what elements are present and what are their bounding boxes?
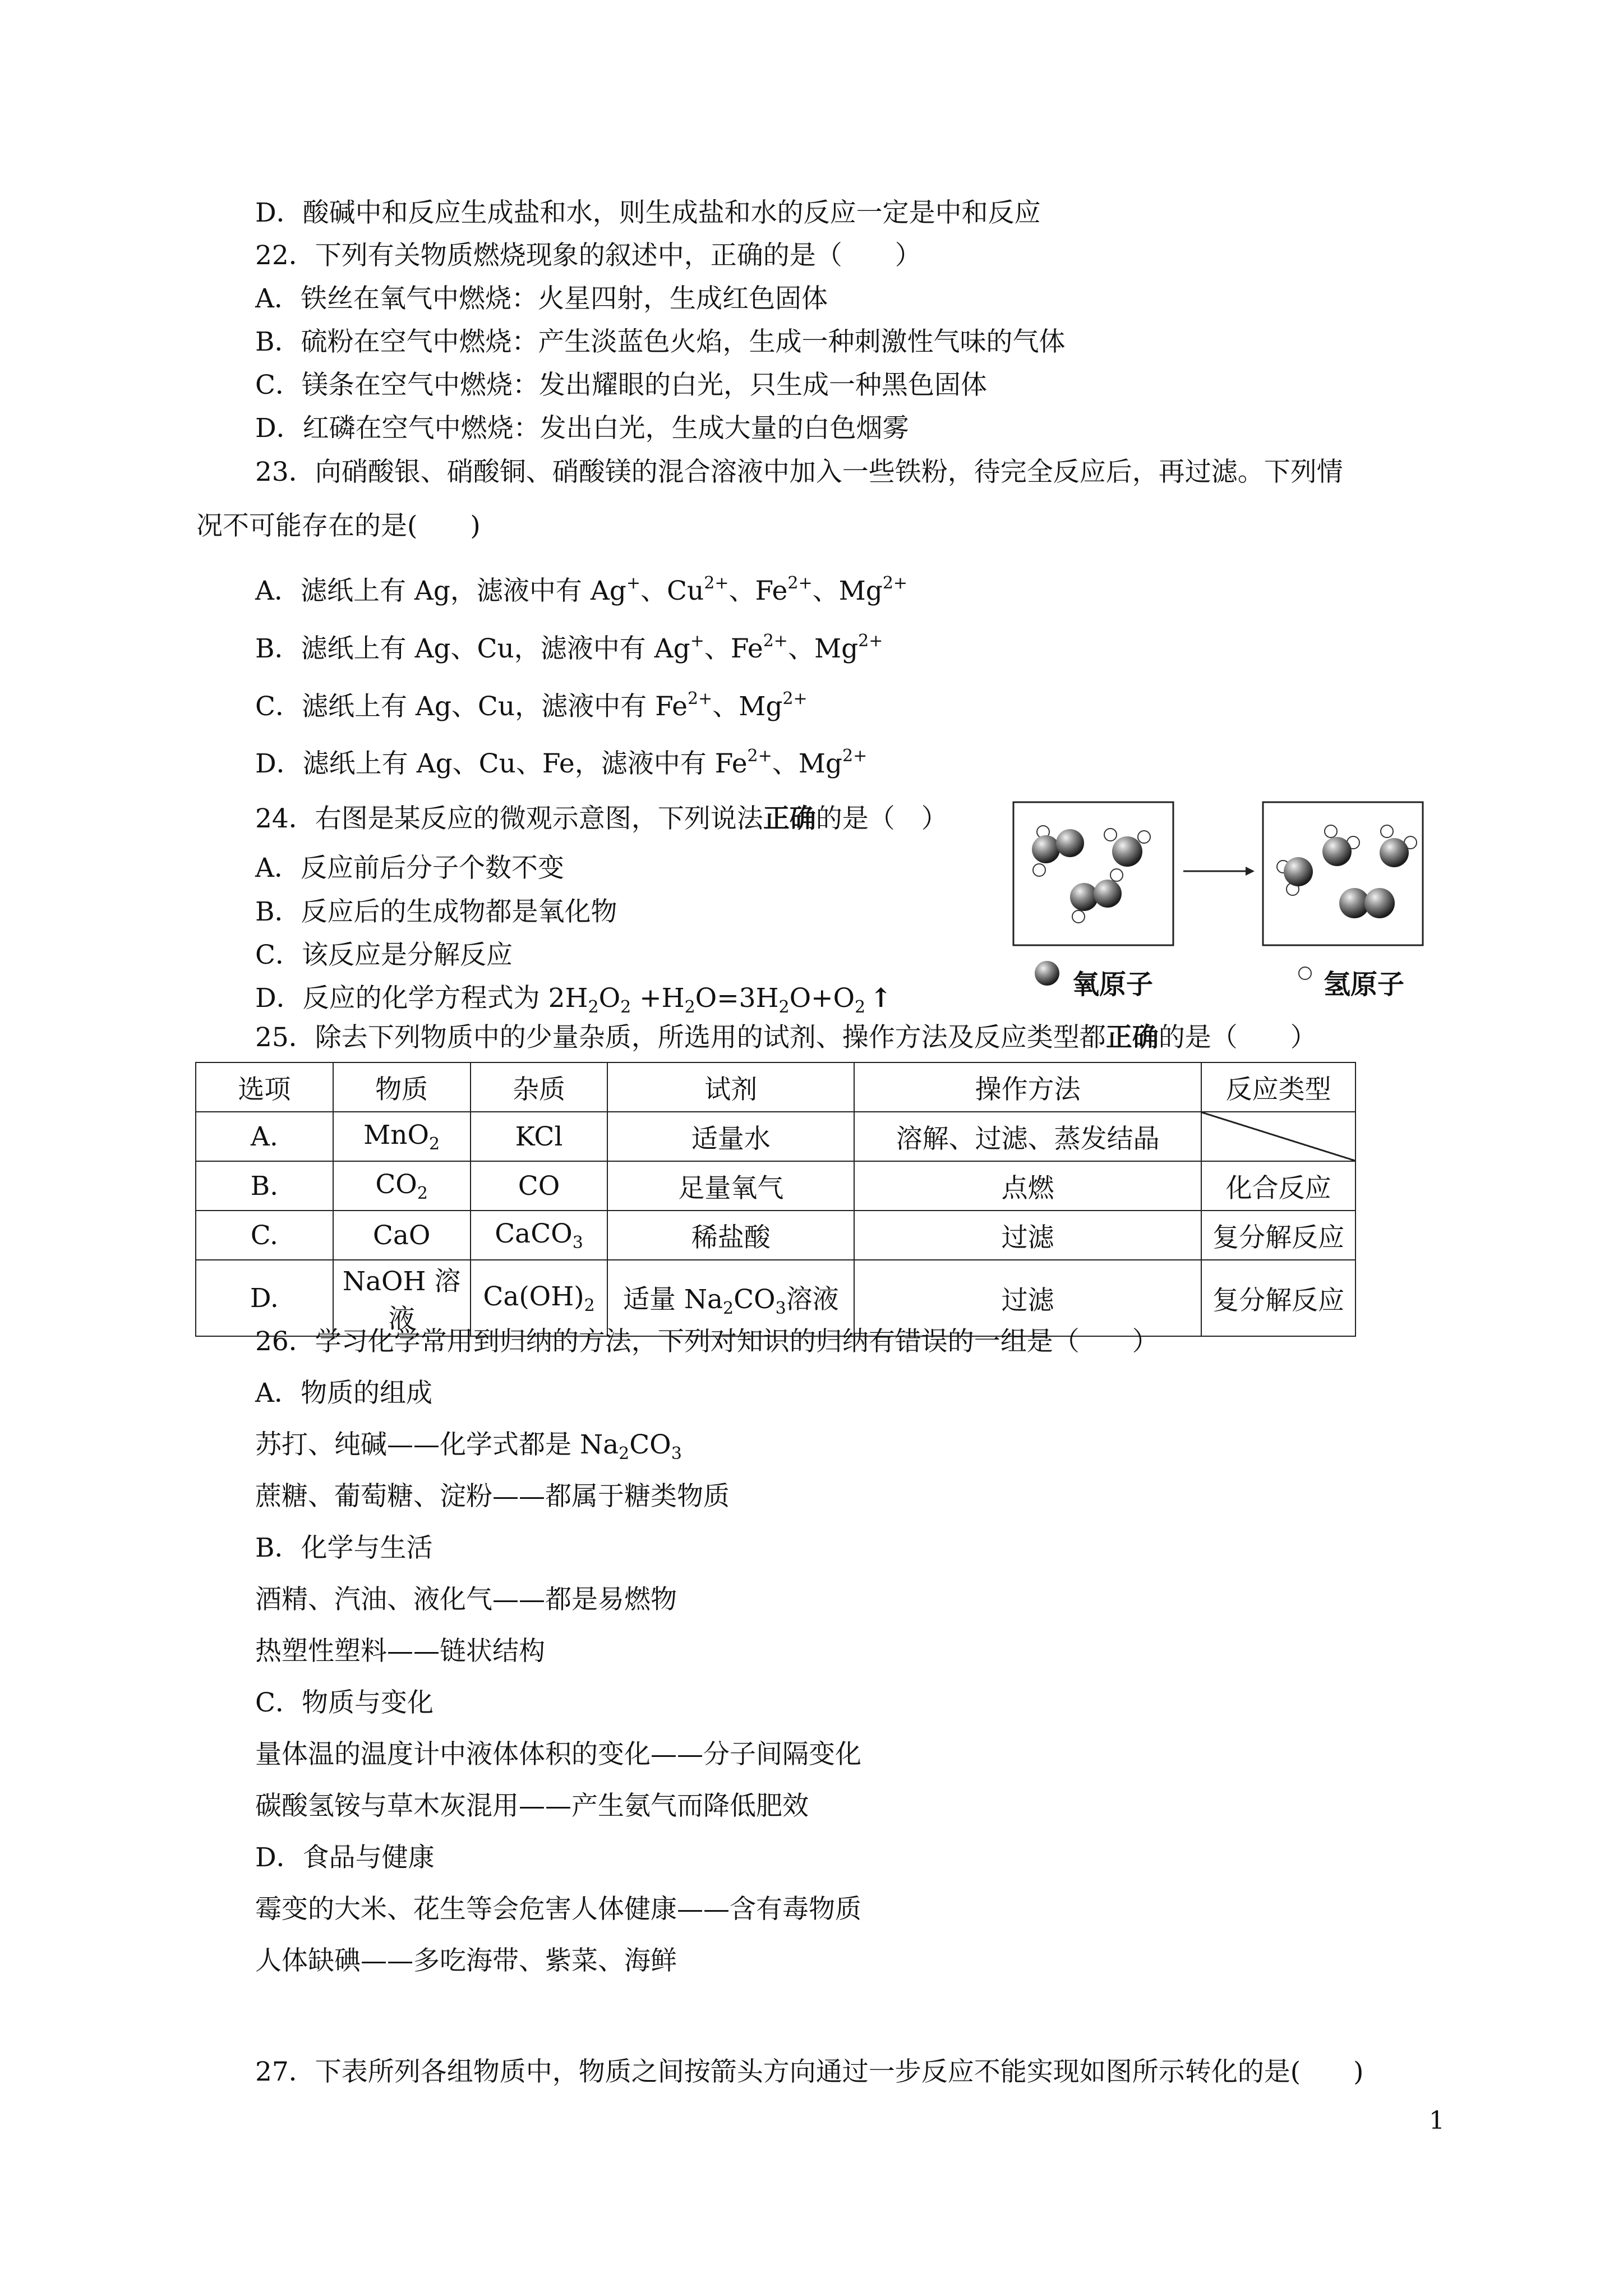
table-header-row: [196, 1062, 1355, 1112]
table-row: [196, 1211, 1355, 1260]
q22-option-b: B．硫粉在空气中燃烧：产生淡蓝色火焰，生成一种刺激性气味的气体: [255, 326, 1066, 357]
table-row: [196, 1112, 1355, 1161]
cell-operation: 溶解、过滤、蒸发结晶: [854, 1112, 1201, 1161]
oxygen-atom-legend-icon: [1035, 961, 1059, 986]
q22-option-d: D．红磷在空气中燃烧：发出白光，生成大量的白色烟雾: [255, 413, 909, 444]
q23-stem-line1: 23．向硝酸银、硝酸铜、硝酸镁的混合溶液中加入一些铁粉，待完全反应后，再过滤。下列情: [255, 457, 1343, 487]
q24-option-c: C．该反应是分解反应: [255, 940, 513, 970]
q25-stem: 25．除去下列物质中的少量杂质，所选用的试剂、操作方法及反应类型都正确的是（ ）: [255, 1022, 1317, 1053]
q26-option-d: D．食品与健康: [255, 1842, 435, 1873]
q22-option-a: A．铁丝在氧气中燃烧：火星四射，生成红色固体: [255, 283, 828, 314]
cell-reagent: 足量氧气: [607, 1161, 854, 1211]
cell-option: C.: [196, 1211, 333, 1260]
q23-option-c: C．滤纸上有 Ag、Cu，滤液中有 $Fe^{2+}$、$Mg^{2+}$: [255, 689, 808, 722]
cell-reaction-type: 复分解反应: [1201, 1260, 1355, 1336]
cell-impurity: CO: [471, 1161, 608, 1211]
cell-reagent: 适量 $Na_2CO_3$溶液: [607, 1260, 854, 1336]
cell-reaction-type: 复分解反应: [1201, 1211, 1355, 1260]
q26-b-item1: 酒精、汽油、液化气——都是易燃物: [255, 1584, 677, 1615]
cell-substance: $CO_2$: [333, 1161, 471, 1211]
cell-substance: CaO: [333, 1211, 471, 1260]
q23-stem-line2: 况不可能存在的是( ): [196, 510, 481, 541]
cell-option: A.: [196, 1112, 333, 1161]
cell-reagent: 适量水: [607, 1112, 854, 1161]
cell-reaction-type: 化合反应: [1201, 1161, 1355, 1211]
q21-option-d: D．酸碱中和反应生成盐和水，则生成盐和水的反应一定是中和反应: [255, 197, 1041, 228]
q26-stem: 26．学习化学常用到归纳的方法，下列对知识的归纳有错误的一组是（ ）: [255, 1326, 1159, 1357]
cell-impurity: $Ca(OH)_2$: [471, 1260, 608, 1336]
q24-option-d: D．反应的化学方程式为 $2H_2O_2 +H_2O=3H_2O+O_2$ ↑: [255, 983, 892, 1017]
q27-stem: 27．下表所列各组物质中，物质之间按箭头方向通过一步反应不能实现如图所示转化的是( ): [255, 2056, 1364, 2087]
q24-stem: 24．右图是某反应的微观示意图，下列说法正确的是（ ）: [255, 803, 948, 834]
q26-c-item1: 量体温的温度计中液体体积的变化——分子间隔变化: [255, 1739, 861, 1770]
cell-reaction-type-empty: [1201, 1112, 1355, 1161]
cell-substance: NaOH 溶液: [333, 1260, 471, 1336]
q24-option-b: B．反应后的生成物都是氧化物: [255, 896, 617, 927]
cell-reagent: 稀盐酸: [607, 1211, 854, 1260]
q22-stem: 22．下列有关物质燃烧现象的叙述中，正确的是（ ）: [255, 240, 921, 271]
header-substance: 物质: [333, 1062, 471, 1112]
q26-c-item2: 碳酸氢铵与草木灰混用——产生氨气而降低肥效: [255, 1791, 809, 1821]
header-impurity: 杂质: [471, 1062, 608, 1112]
q23-option-b: B．滤纸上有 Ag、Cu，滤液中有 Ag+、$Fe^{2+}$、$Mg^{2+}$: [255, 631, 883, 664]
q26-d-item2: 人体缺碘——多吃海带、紫菜、海鲜: [255, 1945, 677, 1976]
q23-option-d: D．滤纸上有 Ag、Cu、Fe，滤液中有 $Fe^{2+}$、$Mg^{2+}$: [255, 746, 868, 779]
hydrogen-atom-legend-icon: [1299, 967, 1311, 979]
cell-option: D.: [196, 1260, 333, 1336]
cell-operation: 过滤: [854, 1260, 1201, 1336]
cell-impurity: CaCO$_3$: [471, 1211, 608, 1260]
cell-impurity: KCl: [471, 1112, 608, 1161]
q26-option-b: B．化学与生活: [255, 1533, 433, 1563]
legend-hydrogen-label: 氢原子: [1324, 969, 1405, 1000]
q26-option-a: A．物质的组成: [255, 1378, 432, 1409]
cell-substance: MnO$_2$: [333, 1112, 471, 1161]
q26-a-item1: 苏打、纯碱——化学式都是 $Na_2CO_3$: [255, 1429, 682, 1464]
q25-table: [195, 1062, 1356, 1337]
q24-option-a: A．反应前后分子个数不变: [255, 853, 564, 884]
q23-option-a: A．滤纸上有 Ag，滤液中有 Ag+、$Cu^{2+}$、$Fe^{2+}$、$Mg^{2+}$: [255, 573, 908, 606]
cell-operation: 点燃: [854, 1161, 1201, 1211]
header-reaction-type: 反应类型: [1201, 1062, 1355, 1112]
legend-oxygen-label: 氧原子: [1072, 969, 1154, 1000]
cell-operation: 过滤: [854, 1211, 1201, 1260]
q26-d-item1: 霉变的大米、花生等会危害人体健康——含有毒物质: [255, 1894, 861, 1925]
q26-a-item2: 蔗糖、葡萄糖、淀粉——都属于糖类物质: [255, 1481, 730, 1512]
header-operation: 操作方法: [854, 1062, 1201, 1112]
cell-option: B.: [196, 1161, 333, 1211]
q26-b-item2: 热塑性塑料——链状结构: [255, 1636, 545, 1667]
header-option: 选项: [196, 1062, 333, 1112]
q22-option-c: C．镁条在空气中燃烧：发出耀眼的白光，只生成一种黑色固体: [255, 370, 987, 401]
table-row: [196, 1161, 1355, 1211]
q26-option-c: C．物质与变化: [255, 1687, 434, 1718]
page-number: 1: [1429, 2106, 1445, 2135]
header-reagent: 试剂: [607, 1062, 854, 1112]
